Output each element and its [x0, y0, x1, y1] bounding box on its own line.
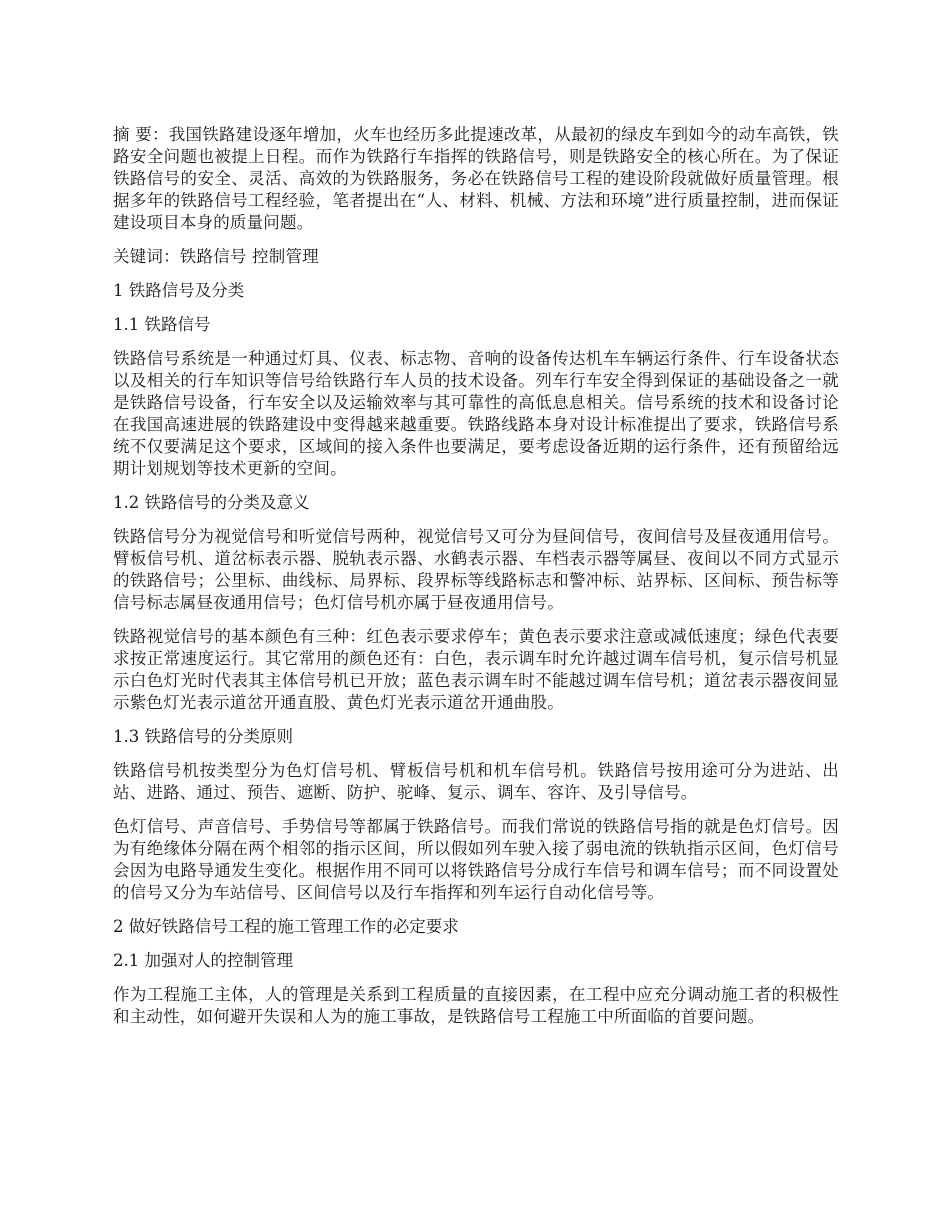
- paragraph-1-3-b: 色灯信号、声音信号、手势信号等都属于铁路信号。而我们常说的铁路信号指的就是色灯信号。因为有绝缘体分隔在两个相邻的指示区间，所以假如列车驶入接了弱电流的铁轨指示区间，色灯信号会因为电路导通发生变化。根据作用不同可以将铁路信号分成行车信号和调车信号；而不同设置处的信号又分为车站信号、区间信号以及行车指挥和列车运行自动化信号等。: [113, 817, 839, 902]
- paragraph-2-1: 作为工程施工主体，人的管理是关系到工程质量的直接因素，在工程中应充分调动施工者的积极性和主动性，如何避开失误和人为的施工事故，是铁路信号工程施工中所面临的首要问题。: [113, 985, 839, 1026]
- paragraph-1-2-a: 铁路信号分为视觉信号和听觉信号两种，视觉信号又可分为昼间信号，夜间信号及昼夜通用信号。臂板信号机、道岔标表示器、脱轨表示器、水鹤表示器、车档表示器等属昼、夜间以不同方式显示的铁路信号；公里标、曲线标、局界标、段界标等线路标志和警冲标、站界标、区间标、预告标等信号标志属昼夜通用信号；色灯信号机亦属于昼夜通用信号。: [113, 527, 839, 612]
- abstract-paragraph: 摘 要：我国铁路建设逐年增加，火车也经历多此提速改革，从最初的绿皮车到如今的动车高铁，铁路安全问题也被提上日程。而作为铁路行车指挥的铁路信号，则是铁路安全的核心所在。为了保证铁路信号的安全、灵活、高效的为铁路服务，务必在铁路信号工程的建设阶段就做好质量管理。根据多年的铁路信号工程经验，笔者提出在“人、材料、机械、方法和环境”进行质量控制，进而保证建设项目本身的质量问题。: [113, 125, 839, 232]
- paragraph-1-3-a: 铁路信号机按类型分为色灯信号机、臂板信号机和机车信号机。铁路信号按用途可分为进站、出站、进路、通过、预告、遮断、防护、驼峰、复示、调车、容许、及引导信号。: [113, 761, 839, 802]
- keywords-line: 关键词：铁路信号 控制管理: [113, 247, 319, 266]
- document-body: [113, 124, 839, 1040]
- paragraph-1-2-b: 铁路视觉信号的基本颜色有三种：红色表示要求停车；黄色表示要求注意或减低速度；绿色代表要求按正常速度运行。其它常用的颜色还有：白色，表示调车时允许越过调车信号机，复示信号机显示白色灯光时代表其主体信号机已开放；蓝色表示调车时不能越过调车信号机；道岔表示器夜间显示紫色灯光表示道岔开通直股、黄色灯光表示道岔开通曲股。: [113, 627, 839, 712]
- section-heading-2: 2 做好铁路信号工程的施工管理工作的必定要求: [113, 917, 459, 936]
- section-heading-1-2: 1.2 铁路信号的分类及意义: [113, 493, 310, 512]
- section-heading-2-1: 2.1 加强对人的控制管理: [113, 951, 293, 970]
- section-heading-1-3: 1.3 铁路信号的分类原则: [113, 727, 293, 746]
- paragraph-1-1: 铁路信号系统是一种通过灯具、仪表、标志物、音响的设备传达机车车辆运行条件、行车设备状态以及相关的行车知识等信号给铁路行车人员的技术设备。列车行车安全得到保证的基础设备之一就是铁路信号设备，行车安全以及运输效率与其可靠性的高低息息相关。信号系统的技术和设备讨论在我国高速进展的铁路建设中变得越来越重要。铁路线路本身对设计标准提出了要求，铁路信号系统不仅要满足这个要求，区域间的接入条件也要满足，要考虑设备近期的运行条件，还有预留给远期计划规划等技术更新的空间。: [113, 349, 839, 478]
- section-heading-1: 1 铁路信号及分类: [113, 281, 245, 300]
- section-heading-1-1: 1.1 铁路信号: [113, 315, 211, 334]
